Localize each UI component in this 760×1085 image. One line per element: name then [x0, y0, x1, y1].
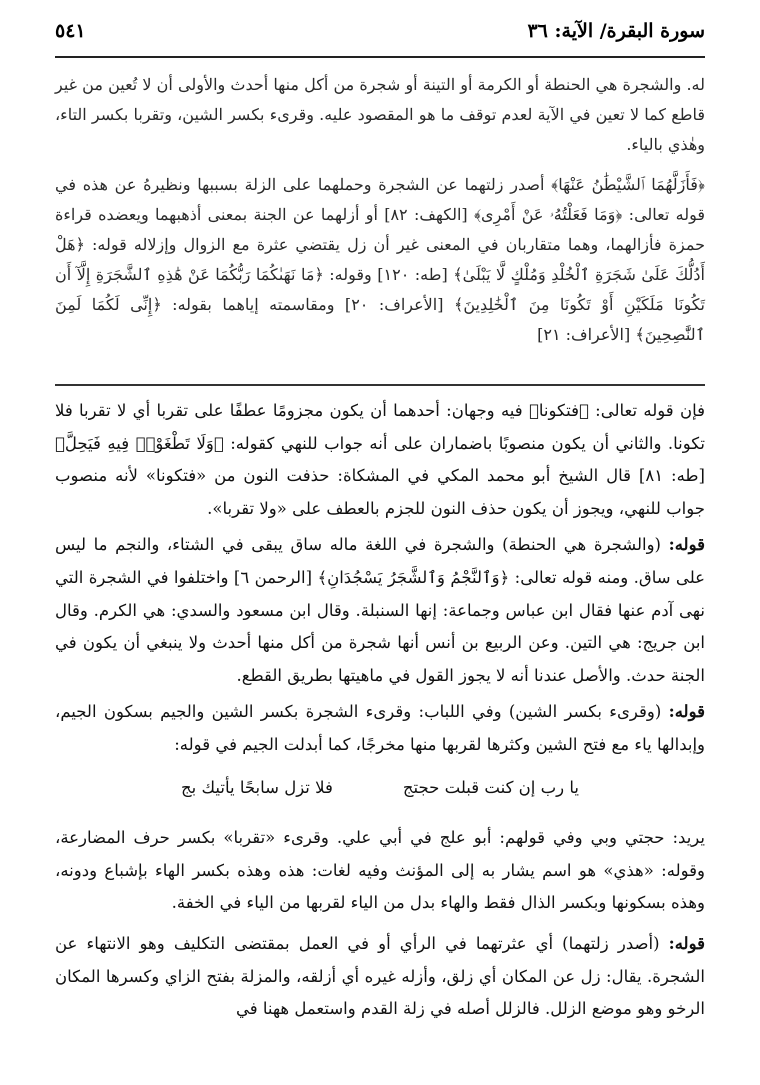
gloss-paragraph [55, 696, 705, 761]
poem-hemistich-left: فلا تزل سابحًا يأتيك بج [181, 777, 333, 797]
gloss-keyword: قوله: [668, 535, 705, 555]
surah-title: سورة البقرة/ الآية: ٣٦ [527, 20, 705, 42]
header-rule [55, 56, 705, 58]
main-commentary-text [55, 70, 705, 360]
gloss-keyword: قوله: [668, 933, 705, 953]
gloss-body: (وقرىء بكسر الشين) وفي اللباب: وقرىء الشجرة بكسر الشين والجيم بسكون الجيم، وإبدالها ياء مع فتح الشين وكثرها لقربها منها مخرجًا، كما أبدلت الجيم في قوله: [55, 702, 705, 754]
section-divider [55, 384, 705, 386]
poem-verse [55, 772, 705, 805]
gloss-text [55, 395, 705, 1030]
gloss-body: (أصدر زلتهما) أي عثرتهما في الرأي أو في العمل بمقتضى التكليف وهو الانتهاء عن الشجرة. يقال: زل عن المكان أي زلق، وأزله غيره أي أزلقه، والمزلة بفتح الزاي وكسرها المكان الرخو وهو موضع الزلل. فالزلل أصله في زلة القدم واستعمل ههنا في [55, 933, 705, 1019]
page-number: ٥٤١ [55, 20, 86, 42]
gloss-paragraph: يريد: حجتي وبي وفي قولهم: أبو علج في أبي علي. وقرىء «تقربا» بكسر حرف المضارعة، وقوله: «هذي» هو اسم يشار به إلى المؤنث وفيه لغات: هذه وهذه بكسر الهاء بإشباع ودونه، وهذه بسكونها وبكسر الذال فقط والهاء بدل من الياء لقربها من الياء في الخفة. [55, 828, 705, 913]
gloss-body: (والشجرة هي الحنطة) والشجرة في اللغة ماله ساق يبقى في الشتاء، والنجم ما ليس على ساق. ومنه قوله تعالى: ﴿وَٱلنَّجْمُ وَٱلشَّجَرُ يَسْجُدَانِ﴾ [الرحمن ٦] واختلفوا في الشجرة التي نهى آدم عنها فقال ابن عباس وجماعة: إنها السنبلة. وقال ابن مسعود والسدي: هي الكرم. وقال ابن جريج: هي التين. وعن الربيع بن أنس أنها شجرة من أكل منها أحدث ولا ينبغي أن يكون في الجنة حدث. والأصل عندنا أنه لا يجوز القول في ماهيتها بطريق القطع. [55, 535, 705, 685]
poem-hemistich-right: يا رب إن كنت قبلت حجتج [402, 777, 579, 797]
gloss-paragraph: فإن قوله تعالى: ﴿فتكونا﴾ فيه وجهان: أحدهما أن يكون مجزومًا عطفًا على تقربا أي لا تقربا فلا تكونا. والثاني أن يكون منصوبًا باضماران على أنه جواب للنهي كقوله: ﴿وَلَا تَطْغَوْا۟ فِيهِ فَيَحِلَّ﴾ [طه: ٨١] قال الشيخ أبو محمد المكي في المشكاة: حذفت النون من «فتكونا» لأنه منصوب جواب للنهي، ويجوز أن يكون حذف النون للجزم بالعطف على «ولا تقربا». [55, 401, 705, 518]
page-header [55, 14, 705, 48]
top-paragraph: ﴿فَأَزَلَّهُمَا ٱلشَّيْطَٰنُ عَنْهَا﴾ أصدر زلتهما عن الشجرة وحملهما على الزلة بسببها ونظيرهُ عن هذه في قوله تعالى: ﴿وَمَا فَعَلْتُهُۥ عَنْ أَمْرِى﴾ [الكهف: ٨٢] أو أزلهما عن الجنة بمعنى أذهبهما ويعضده قراءة حمزة فأزالهما، وهما متقاربان في المعنى غير أن زل يقتضي عثرة مع الزوال وإزلاله قوله: ﴿هَلْ أَدُلُّكَ عَلَىٰ شَجَرَةِ ٱلْخُلْدِ وَمُلْكٍ لَّا يَبْلَىٰ﴾ [طه: ١٢٠] وقوله: ﴿مَا نَهَىٰكُمَا رَبُّكُمَا عَنْ هَٰذِهِ ٱلشَّجَرَةِ إِلَّآ أَن تَكُونَا مَلَكَيْنِ أَوْ تَكُونَا مِنَ ٱلْخَٰلِدِينَ﴾ [الأعراف: ٢٠] ومقاسمته إياهما بقوله: ﴿إِنِّى لَكُمَا لَمِنَ ٱلنَّٰصِحِينَ﴾ [الأعراف: ٢١] [55, 175, 706, 344]
top-paragraph: له. والشجرة هي الحنطة أو الكرمة أو التينة أو شجرة من أكل منها أحدث والأولى أن لا تُعين من غير قاطع كما لا تعين في الآية لعدم توقف ما هو المقصود عليه. وقرىء بكسر الشين، وتقربا بكسر التاء، وهٰذي بالياء. [55, 75, 705, 154]
gloss-paragraph [55, 928, 705, 1026]
gloss-paragraph [55, 529, 705, 692]
gloss-keyword: قوله: [668, 702, 705, 722]
